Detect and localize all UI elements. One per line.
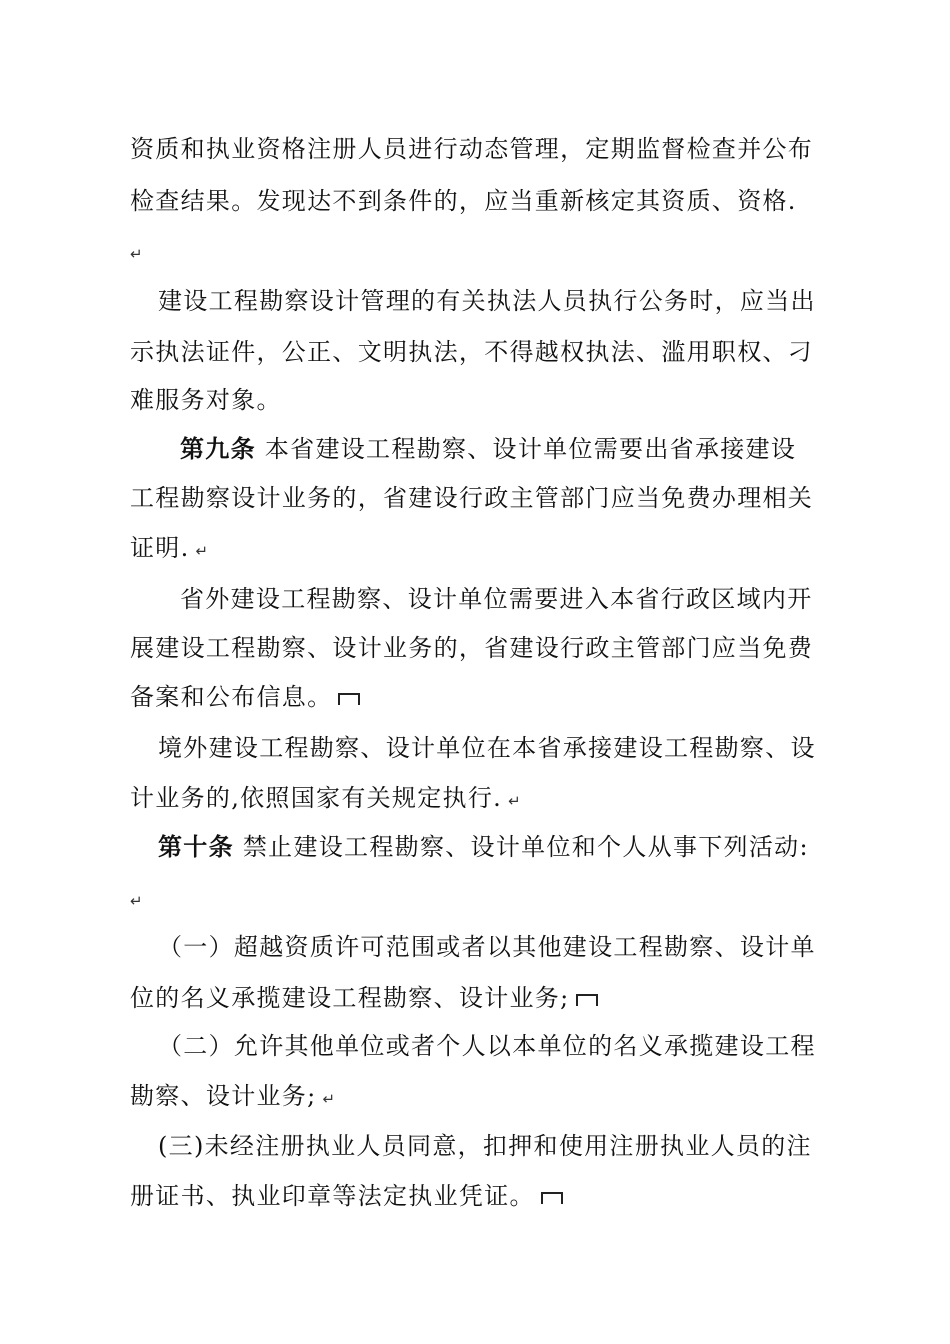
text-line: 难服务对象。: [130, 386, 282, 414]
text-line-with-mark: [130, 1181, 563, 1211]
article-9-line: [180, 434, 796, 464]
text-line: 检查结果。发现达不到条件的，应当重新核定其资质、资格.: [130, 187, 797, 215]
text-line: 示执法证件，公正、文明执法，不得越权执法、滥用职权、刁: [130, 338, 814, 366]
text-span: 备案和公布信息。: [130, 683, 333, 711]
text-line: 资质和执业资格注册人员进行动态管理，定期监督检查并公布: [130, 135, 814, 163]
text-line: 境外建设工程勘察、设计单位在本省承接建设工程勘察、设: [158, 734, 816, 762]
article-10-line: [158, 832, 809, 862]
paragraph-break-icon: [338, 693, 360, 705]
text-line: （二）允许其他单位或者个人以本单位的名义承揽建设工程: [158, 1032, 816, 1060]
article-10-heading: 第十条: [158, 832, 234, 861]
paragraph-break-icon: [576, 994, 598, 1006]
text-span: 册证书、执业印章等法定执业凭证。: [130, 1182, 535, 1210]
return-arrow-icon: ↵: [195, 542, 210, 560]
text-line-with-mark: [130, 533, 209, 566]
text-span: 本省建设工程勘察、设计单位需要出省承接建设: [264, 435, 797, 463]
article-9-heading: 第九条: [180, 434, 256, 463]
text-span: 位的名义承揽建设工程勘察、设计业务;: [130, 984, 570, 1012]
paragraph-mark: [130, 236, 144, 269]
text-line: 建设工程勘察设计管理的有关执法人员执行公务时，应当出: [158, 287, 816, 315]
text-span: 禁止建设工程勘察、设计单位和个人从事下列活动:: [242, 833, 809, 861]
paragraph-mark: [130, 883, 144, 916]
text-span: 证明.: [130, 534, 190, 562]
text-span: 勘察、设计业务;: [130, 1082, 317, 1110]
return-arrow-icon: ↵: [508, 792, 522, 810]
return-arrow-icon: ↵: [130, 245, 144, 263]
text-line-with-mark: [130, 682, 360, 712]
text-line: 展建设工程勘察、设计业务的，省建设行政主管部门应当免费: [130, 634, 814, 662]
text-line: 省外建设工程勘察、设计单位需要进入本省行政区域内开: [180, 585, 813, 613]
text-line-with-mark: [130, 983, 598, 1013]
return-arrow-icon: ↵: [130, 892, 144, 910]
text-line: (三)未经注册执业人员同意，扣押和使用注册执业人员的注: [158, 1132, 812, 1160]
text-line-with-mark: [130, 783, 522, 816]
text-line: 工程勘察设计业务的，省建设行政主管部门应当免费办理相关: [130, 484, 814, 512]
return-arrow-icon: ↵: [322, 1090, 337, 1108]
paragraph-break-icon: [541, 1192, 563, 1204]
text-line: （一）超越资质许可范围或者以其他建设工程勘察、设计单: [158, 933, 816, 961]
text-line-with-mark: [130, 1081, 336, 1114]
text-span: 计业务的,依照国家有关规定执行.: [130, 784, 503, 812]
